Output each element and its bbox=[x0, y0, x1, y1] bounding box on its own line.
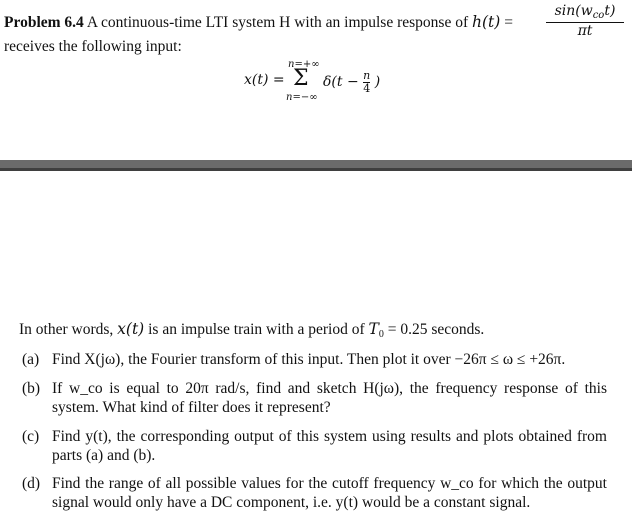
h-of-t: h(t) bbox=[472, 13, 501, 31]
summary-middle: is an impulse train with a period of bbox=[148, 321, 365, 338]
equation-term bbox=[323, 70, 380, 94]
summary-T: T bbox=[368, 320, 379, 338]
part-d bbox=[22, 474, 617, 514]
part-d-text: Find the range of all possible values for the cutoff frequency w_co for which the output signal would only have a DC component, i.e. y(t) would be a constant signal. bbox=[52, 475, 607, 511]
problem-intro-line2: receives the following input: bbox=[4, 38, 182, 55]
part-b-text: If w_co is equal to 20π rad/s, find and sketch H(jω), the frequency response of this system. What kind of filter does it represent? bbox=[52, 380, 607, 416]
term-frac-den: 4 bbox=[363, 81, 371, 95]
h-numerator-sub: co bbox=[592, 10, 605, 21]
summary-value: = 0.25 seconds. bbox=[387, 321, 485, 338]
part-c-text: Find y(t), the corresponding output of this system using results and plots obtained from parts (a) and (b). bbox=[52, 428, 607, 464]
sum-upper-limit: n=+∞ bbox=[288, 59, 320, 70]
impulse-response-fraction bbox=[546, 4, 624, 39]
summary-line bbox=[19, 320, 484, 341]
equation-lhs: x(t) = bbox=[244, 72, 285, 88]
h-denominator: πt bbox=[577, 23, 593, 39]
term-prefix: δ(t − bbox=[323, 74, 359, 91]
equals-sign: = bbox=[504, 14, 513, 31]
summary-x: x(t) bbox=[117, 320, 145, 338]
part-a bbox=[22, 350, 617, 370]
part-a-label: (a) bbox=[22, 351, 40, 368]
sum-sign: Σ bbox=[293, 66, 309, 91]
part-d-label: (d) bbox=[22, 475, 41, 492]
term-frac-num: n bbox=[363, 69, 371, 82]
section-divider bbox=[0, 160, 632, 168]
part-c-label: (c) bbox=[22, 428, 40, 445]
term-fraction bbox=[363, 70, 370, 94]
section-divider-shade bbox=[0, 168, 632, 171]
h-numerator-end: t) bbox=[604, 3, 616, 19]
term-suffix: ) bbox=[374, 74, 381, 91]
summary-prefix: In other words, bbox=[19, 321, 114, 338]
part-b bbox=[22, 379, 617, 419]
h-numerator: sin(w bbox=[554, 3, 593, 19]
problem-intro-line1 bbox=[4, 13, 513, 33]
part-a-text: Find X(jω), the Fourier transform of this input. Then plot it over −26π ≤ ω ≤ +26π. bbox=[52, 351, 566, 368]
problem-intro-text: A continuous-time LTI system H with an impulse response of bbox=[86, 14, 469, 31]
part-c bbox=[22, 427, 617, 467]
part-b-label: (b) bbox=[22, 380, 41, 397]
problem-label: Problem 6.4 bbox=[4, 14, 84, 31]
sum-lower-limit: n=−∞ bbox=[286, 92, 318, 103]
summary-T-sub: 0 bbox=[378, 329, 384, 340]
